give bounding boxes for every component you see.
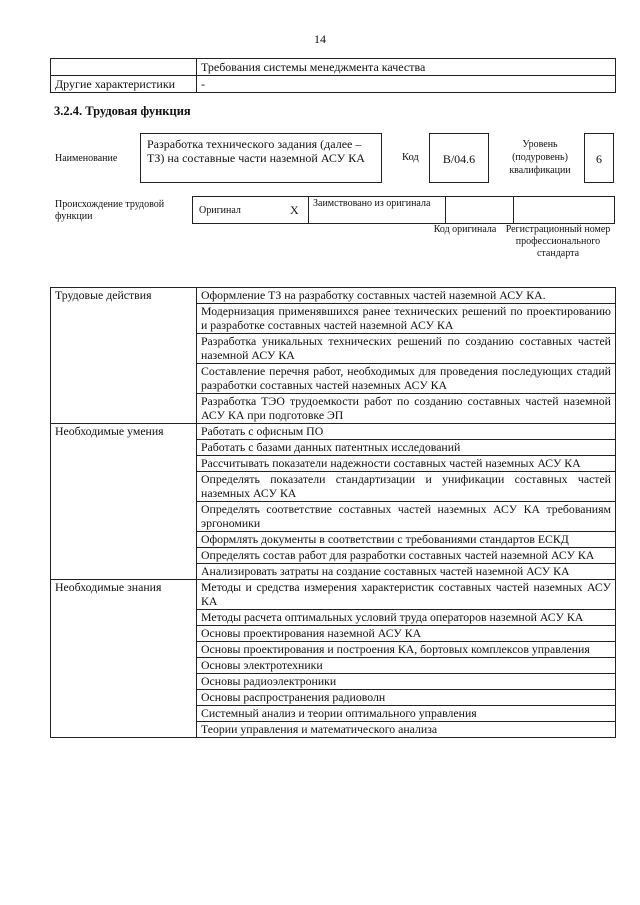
- section-item: Рассчитывать показатели надежности составных частей наземных АСУ КА: [197, 456, 616, 472]
- section-item: Методы расчета оптимальных условий труда операторов наземной АСУ КА: [197, 610, 616, 626]
- section-item: Основы электротехники: [197, 658, 616, 674]
- code-original-caption: Код оригинала: [433, 224, 497, 235]
- table-row: [193, 197, 615, 224]
- section-title: Необходимые умения: [51, 424, 197, 580]
- qualification-level-box: 6: [584, 133, 614, 183]
- table-cell: Требования системы менеджмента качества: [197, 59, 616, 76]
- section-item: Основы радиоэлектроники: [197, 674, 616, 690]
- section-item: Определять соответствие составных частей наземных АСУ КА требованиям эргономики: [197, 502, 616, 532]
- section-item: Оформлять документы в соответствии с требованиями стандартов ЕСКД: [197, 532, 616, 548]
- code-label: Код: [402, 152, 419, 163]
- function-name-box: Разработка технического задания (далее – ТЗ) на составные части наземной АСУ КА: [140, 133, 382, 183]
- section-item: Составление перечня работ, необходимых для проведения последующих стадий разработки составных частей наземных АСУ КА: [197, 364, 616, 394]
- table-row: [51, 288, 616, 304]
- section-item: Определять показатели стандартизации и унификации составных частей наземных АСУ КА: [197, 472, 616, 502]
- code-value-box: B/04.6: [429, 133, 489, 183]
- section-item: Разработка ТЭО трудоемкости работ по созданию составных частей наземной АСУ КА при подготовке ЭП: [197, 394, 616, 424]
- qualification-level-label: Уровень (подуровень) квалификации: [509, 139, 571, 176]
- section-item: Основы проектирования наземной АСУ КА: [197, 626, 616, 642]
- page-number: 14: [314, 32, 326, 46]
- code-original-cell: [446, 197, 514, 224]
- table-row: [51, 580, 616, 610]
- origin-label: Происхождение трудовой функции: [55, 199, 165, 222]
- name-label: Наименование: [55, 153, 118, 164]
- section-item: Системный анализ и теории оптимального управления: [197, 706, 616, 722]
- section-item: Определять состав работ для разработки составных частей наземной АСУ КА: [197, 548, 616, 564]
- borrowed-label: Заимствовано из оригинала: [309, 197, 446, 224]
- labor-function-table: [50, 287, 616, 738]
- section-title: Трудовые действия: [51, 288, 197, 424]
- top-characteristics-table: [50, 58, 616, 93]
- section-item: Разработка уникальных технических решений по созданию составных частей наземной АСУ КА: [197, 334, 616, 364]
- section-item: Оформление ТЗ на разработку составных частей наземной АСУ КА.: [197, 288, 616, 304]
- section-heading: 3.2.4. Трудовая функция: [54, 104, 191, 118]
- section-item: Анализировать затраты на создание составных частей наземной АСУ КА: [197, 564, 616, 580]
- section-item: Основы проектирования и построения КА, бортовых комплексов управления: [197, 642, 616, 658]
- original-cell: [193, 197, 287, 224]
- origin-table: [192, 196, 615, 224]
- original-label: Оригинал: [199, 204, 241, 216]
- table-cell-label: Другие характеристики: [51, 76, 197, 93]
- original-mark: X: [286, 197, 309, 224]
- table-row: [51, 424, 616, 440]
- section-item: Методы и средства измерения характеристик составных частей наземных АСУ КА: [197, 580, 616, 610]
- section-title: Необходимые знания: [51, 580, 197, 738]
- section-item: Работать с базами данных патентных исследований: [197, 440, 616, 456]
- reg-number-caption: Регистрационный номер профессионального стандарта: [505, 224, 611, 259]
- table-row: [51, 76, 616, 93]
- section-item: Модернизация применявшихся ранее технических решений по проектированию и разработке составных частей наземной АСУ КА: [197, 304, 616, 334]
- section-item: Теории управления и математического анализа: [197, 722, 616, 738]
- table-cell: -: [197, 76, 616, 93]
- section-item: Основы распространения радиоволн: [197, 690, 616, 706]
- section-item: Работать с офисным ПО: [197, 424, 616, 440]
- reg-number-cell: [514, 197, 615, 224]
- table-row: [51, 59, 616, 76]
- empty-cell: [51, 59, 197, 76]
